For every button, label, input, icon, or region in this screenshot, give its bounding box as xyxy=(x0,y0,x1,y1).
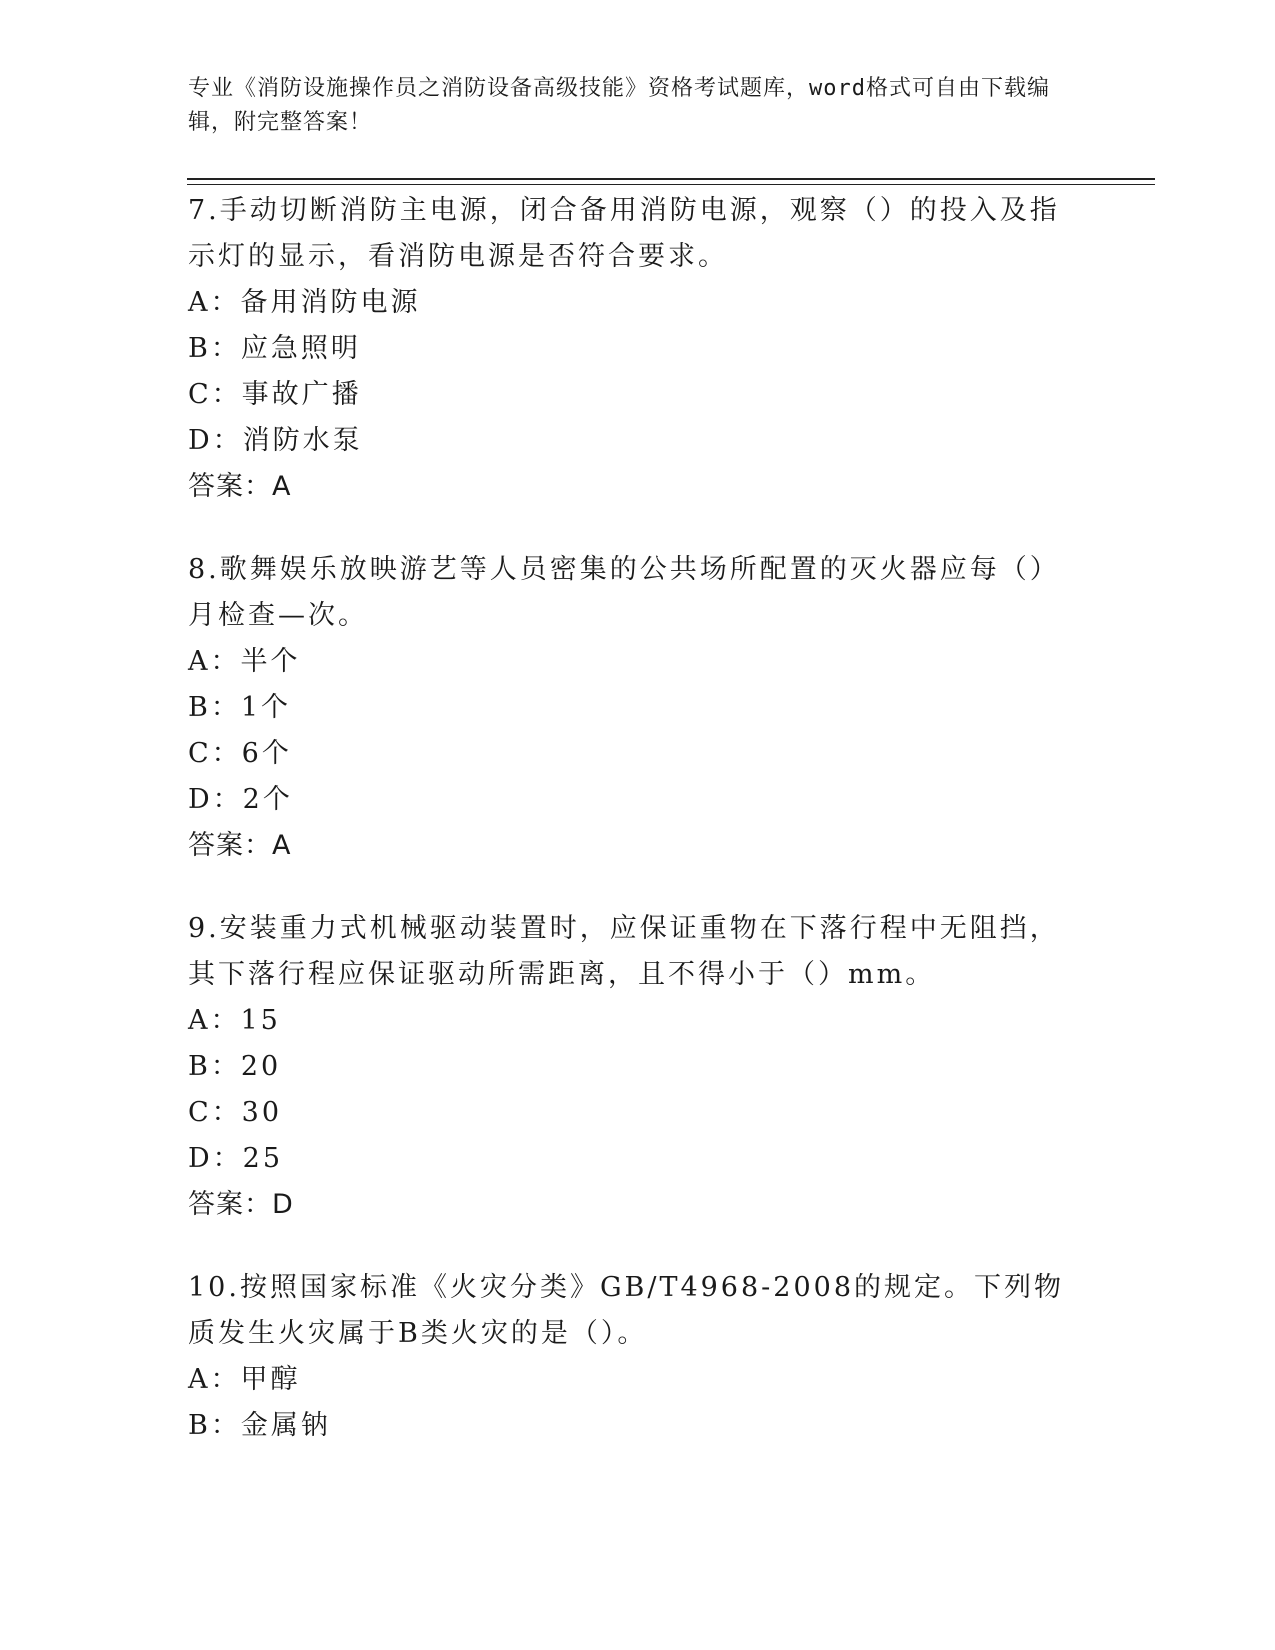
question-10 xyxy=(188,1265,1068,1449)
option-d: D：消防水泵 xyxy=(188,425,363,456)
option-c: C：30 xyxy=(188,1097,283,1128)
answer: 答案：A xyxy=(188,471,292,502)
option-a: A：备用消防电源 xyxy=(188,287,421,318)
answer: 答案：D xyxy=(188,1189,294,1220)
question-8 xyxy=(188,547,1068,869)
option-b: B：1个 xyxy=(188,692,292,723)
header-rule-thin xyxy=(187,184,1155,185)
question-stem: 7.手动切断消防主电源，闭合备用消防电源，观察（）的投入及指示灯的显示，看消防电源是否符合要求。 xyxy=(188,195,1060,272)
option-d: D：2个 xyxy=(188,784,293,815)
question-7 xyxy=(188,188,1068,510)
option-b: B：应急照明 xyxy=(188,333,361,364)
option-b: B：20 xyxy=(188,1051,282,1082)
option-c: C：6个 xyxy=(188,738,292,769)
option-c: C：事故广播 xyxy=(188,379,362,410)
option-a: A：甲醇 xyxy=(188,1364,301,1395)
option-d: D：25 xyxy=(188,1143,284,1174)
question-stem: 9.安装重力式机械驱动装置时，应保证重物在下落行程中无阻挡，其下落行程应保证驱动所需距离，且不得小于（）mm。 xyxy=(188,913,1060,990)
document-header: 专业《消防设施操作员之消防设备高级技能》资格考试题库，word格式可自由下载编辑，附完整答案！ xyxy=(188,76,1050,135)
question-9 xyxy=(188,906,1068,1228)
option-a: A：15 xyxy=(188,1005,281,1036)
option-a: A：半个 xyxy=(188,646,301,677)
option-b: B：金属钠 xyxy=(188,1410,331,1441)
answer: 答案：A xyxy=(188,830,292,861)
question-stem: 8.歌舞娱乐放映游艺等人员密集的公共场所配置的灭火器应每（）月检查—次。 xyxy=(188,554,1060,631)
header-rule-thick xyxy=(187,178,1155,180)
question-stem: 10.按照国家标准《火灾分类》GB/T4968-2008的规定。下列物质发生火灾属于B类火灾的是（）。 xyxy=(188,1272,1065,1349)
